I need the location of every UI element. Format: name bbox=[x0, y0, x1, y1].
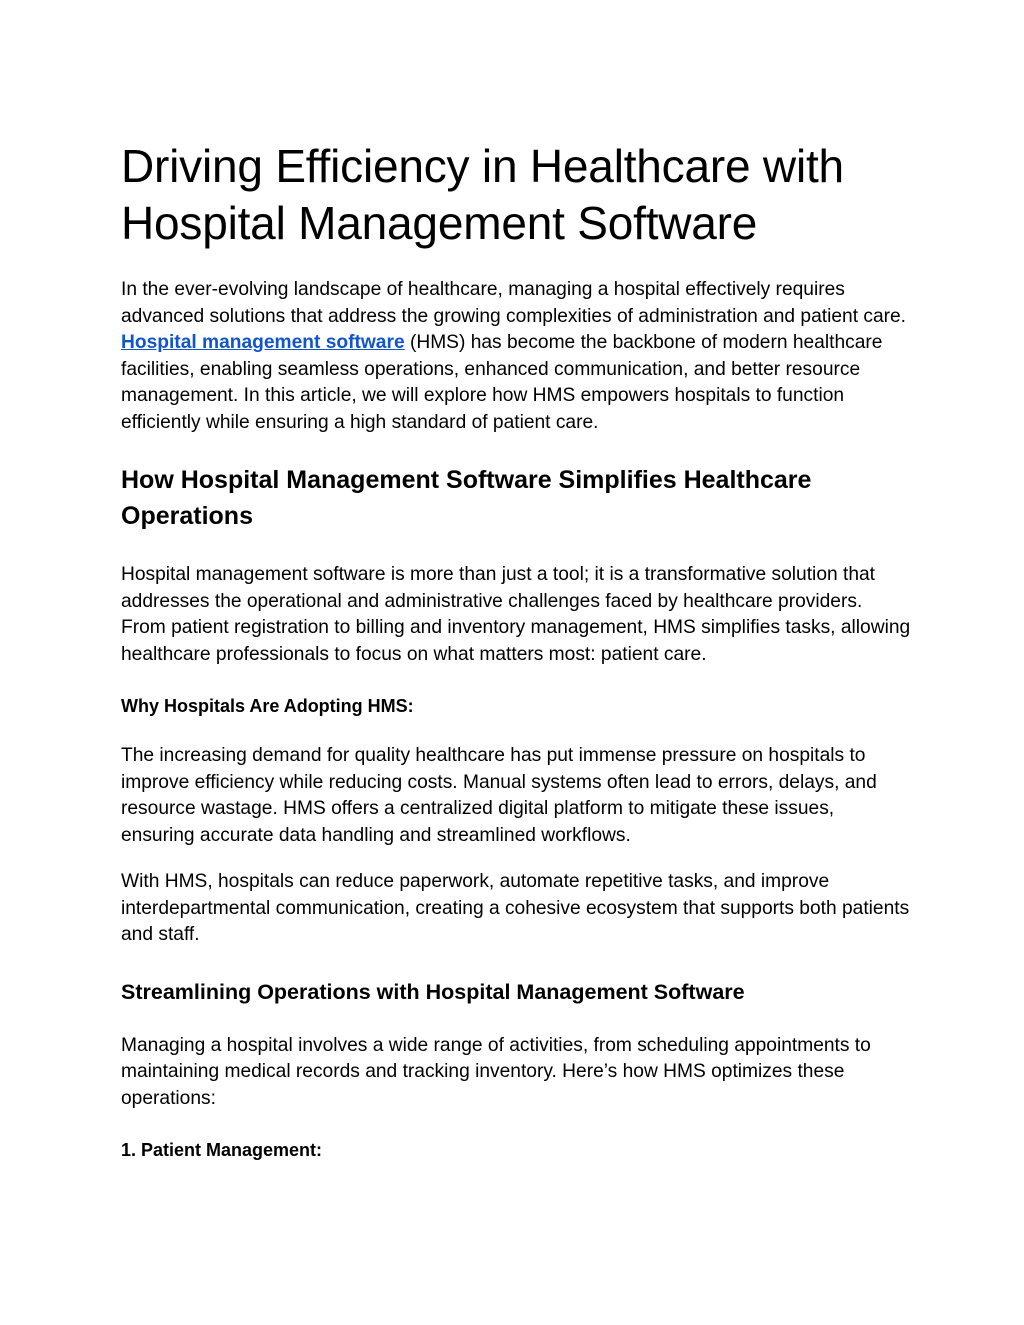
section1-paragraph: Hospital management software is more than just a tool; it is a transformative solution that addresses the operational and administrative challenges faced by healthcare providers. From patient registration to billing and inventory management, HMS simplifies tasks, allowing healthcare professionals to focus on what matters most: patient care. bbox=[121, 564, 911, 665]
hospital-management-software-link[interactable]: Hospital management software bbox=[121, 332, 405, 353]
subheading-why-adopting: Why Hospitals Are Adopting HMS: bbox=[121, 696, 414, 716]
intro-paragraph bbox=[121, 277, 911, 436]
section1-paragraph-2: The increasing demand for quality healthcare has put immense pressure on hospitals to improve efficiency while reducing costs. Manual systems often lead to errors, delays, and resource wastage. HMS offers a centralized digital platform to mitigate these issues, ensuring accurate data handling and streamlined workflows. bbox=[121, 745, 877, 846]
subheading-patient-management: 1. Patient Management: bbox=[121, 1140, 323, 1160]
intro-text-after-link: (HMS) has become the backbone of modern healthcare facilities, enabling seamless operations, enhanced communication, and better resource management. In this article, we will explore how HMS empowers hospitals to function efficiently while ensuring a high standard of patient care. bbox=[121, 332, 883, 433]
section-heading-simplifies: How Hospital Management Software Simplifies Healthcare Operations bbox=[121, 466, 812, 530]
section2-paragraph: Managing a hospital involves a wide range of activities, from scheduling appointments to maintaining medical records and tracking inventory. Here’s how HMS optimizes these operations: bbox=[121, 1034, 871, 1109]
intro-text-before-link: In the ever-evolving landscape of healthcare, managing a hospital effectively requires advanced solutions that address the growing complexities of administration and patient care. bbox=[121, 279, 907, 327]
document-title: Driving Efficiency in Healthcare with Hospital Management Software bbox=[121, 140, 844, 249]
section1-paragraph-3: With HMS, hospitals can reduce paperwork, automate repetitive tasks, and improve interdepartmental communication, creating a cohesive ecosystem that supports both patients and staff. bbox=[121, 871, 910, 945]
section-heading-streamlining: Streamlining Operations with Hospital Management Software bbox=[121, 979, 745, 1004]
document-page bbox=[121, 138, 911, 1163]
